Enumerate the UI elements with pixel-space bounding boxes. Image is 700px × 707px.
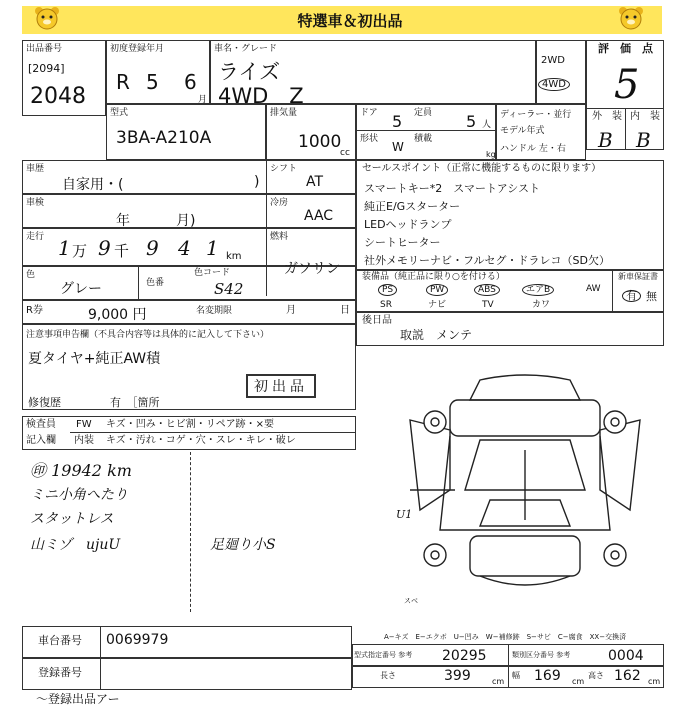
car-name: ライズ <box>218 60 281 84</box>
sales-point: スマートキー*2 スマートアシスト <box>364 182 540 195</box>
car-damage-diagram <box>380 360 670 620</box>
capacity-label: 定員 <box>414 108 433 118</box>
sales-point: 純正E/Gスターター <box>364 200 461 213</box>
color: グレー <box>60 281 102 297</box>
mileage-man: 万 <box>72 242 88 260</box>
notes-label: 注意事項申告欄（不具合内容等は具体的に記入して下さい） <box>26 330 270 340</box>
handwritten-mileage: ㊞ 19942 km <box>30 461 132 480</box>
handle-label: ハンドル 左・右 <box>500 144 566 154</box>
drive-4wd: 4WD <box>538 78 570 91</box>
handwritten-note: ミニ小角へたり <box>30 487 128 503</box>
damage-legend: A−キズ E−エクボ U−凹み W−補修跡 S−サビ C−腐食 XX−交換済 <box>384 633 627 641</box>
height-unit: cm <box>648 677 661 686</box>
load-unit: kg <box>486 150 496 159</box>
equip-navi: ナビ <box>428 300 447 310</box>
exterior-score: B <box>598 128 613 152</box>
handwritten-note: 山ミゾ ujuU <box>30 537 121 553</box>
height-label: 高さ <box>588 671 604 680</box>
after-text: 取説 メンテ <box>400 328 473 342</box>
sales-point: LEDヘッドランプ <box>364 218 452 231</box>
displacement: 1000 <box>298 132 342 152</box>
history-close: ) <box>254 174 260 190</box>
lot-number: 2048 <box>30 84 86 109</box>
inspection-label: 車検 <box>26 198 45 208</box>
checks-inner: 内装 <box>74 435 94 446</box>
width-label: 幅 <box>512 671 520 680</box>
mileage-digit: 1 <box>206 236 219 260</box>
length-unit: cm <box>492 677 505 686</box>
mileage-sen: 千 <box>114 242 130 260</box>
handwritten-note: 足廻り小S <box>210 537 276 553</box>
chassis-number: 0069979 <box>106 632 169 648</box>
lot-sub: [2094] <box>28 62 65 75</box>
warranty-label: 新車保証書 <box>618 272 658 281</box>
after-label: 後日品 <box>362 315 392 326</box>
color-code-label: 色コード <box>194 268 231 278</box>
overall-score: 5 <box>614 62 640 108</box>
checks-label-1: 検査員 <box>26 419 56 430</box>
r-ticket-box <box>22 300 356 324</box>
model-year-label: モデル年式 <box>500 126 545 136</box>
equip-airbag: エアB <box>522 284 554 296</box>
load-label: 積載 <box>414 134 433 144</box>
bear-mascot-right-icon <box>618 6 644 30</box>
displacement-unit: cc <box>340 148 350 158</box>
designation-number: 20295 <box>442 648 487 664</box>
exterior-label: 外 装 <box>592 111 622 122</box>
checks-label-2: 記入欄 <box>26 435 56 446</box>
reg-month: 6 <box>184 70 197 94</box>
equip-abs: ABS <box>474 284 500 296</box>
equip-leather: カワ <box>532 300 551 310</box>
reg-number-label: 登録番号 <box>38 666 82 679</box>
checks-row-2: キズ・汚れ・コゲ・穴・スレ・キレ・破レ <box>106 435 296 446</box>
checks-fw: FW <box>76 419 92 430</box>
fuel-label: 燃料 <box>270 232 289 242</box>
sales-label: セールスポイント（正常に機能するものに限ります） <box>362 163 602 174</box>
repair-label: 修復歴 <box>28 396 61 409</box>
inspection-year: 年 <box>116 213 130 229</box>
bear-mascot-left-icon <box>34 6 60 30</box>
capacity: 5 <box>466 112 477 131</box>
class-label: 類別区分番号 参考 <box>512 651 571 659</box>
color-code: S42 <box>214 280 244 298</box>
reg-date-label: 初度登録年月 <box>110 44 165 54</box>
height: 162 <box>614 668 641 684</box>
warranty-yes: 有 <box>622 290 641 302</box>
footer-cut-text: ～登録出品アー <box>36 692 120 706</box>
sales-point: シートヒーター <box>364 236 441 249</box>
mileage-digit: 4 <box>178 236 191 260</box>
notes-text: 夏タイヤ+純正AW積 <box>28 351 161 367</box>
sales-point: 社外メモリーナビ・フルセグ・ドラレコ（SD欠） <box>364 254 611 267</box>
checks-row-1: キズ・凹み・ヒビ割・リペア跡・×要 <box>106 419 274 430</box>
equip-label: 装備品（純正品に限り○を付ける） <box>362 272 505 282</box>
model-code: 3BA-A210A <box>116 128 212 148</box>
length: 399 <box>444 668 471 684</box>
ac: AAC <box>304 208 334 224</box>
diagram-sube: スベ <box>404 597 418 605</box>
repair-value: 有 ［箇所 <box>110 396 160 409</box>
length-label: 長さ <box>380 671 396 680</box>
car-name-label: 車名・グレード <box>214 44 278 54</box>
equip-sr: SR <box>380 300 392 310</box>
r-ticket: 9,000 円 <box>88 307 147 323</box>
inspection-month: 月) <box>176 213 196 229</box>
mileage-unit: km <box>226 251 242 262</box>
shape-label: 形状 <box>360 134 379 144</box>
era: R <box>116 70 130 94</box>
score-label: 評 価 点 <box>598 42 653 55</box>
name-change-day: 日 <box>340 305 350 316</box>
history-label: 車歴 <box>26 164 45 174</box>
equip-tv: TV <box>482 300 494 310</box>
lot-label: 出品番号 <box>26 44 63 54</box>
damage-mark-u1: U1 <box>396 508 413 521</box>
mileage-digit: 9 <box>146 236 159 260</box>
displacement-label: 排気量 <box>270 108 298 118</box>
capacity-unit: 人 <box>482 120 492 130</box>
mileage-label: 走行 <box>26 232 45 242</box>
color-label: 色 <box>26 270 36 280</box>
history-value: 自家用・( <box>62 177 124 193</box>
mileage-digit: 1 <box>58 236 71 260</box>
equip-aw: AW <box>586 284 601 294</box>
interior-label: 内 装 <box>630 111 660 122</box>
width: 169 <box>534 668 561 684</box>
shift: AT <box>306 174 324 190</box>
designation-label: 型式指定番号 参考 <box>354 651 413 659</box>
shape: W <box>392 140 404 154</box>
dealer-label: ディーラー・並行 <box>500 110 572 120</box>
fuel: ガソリン <box>284 261 340 277</box>
interior-score: B <box>636 128 651 152</box>
equip-pw: PW <box>426 284 448 296</box>
class-number: 0004 <box>608 648 644 664</box>
model-label: 型式 <box>110 108 129 118</box>
handwritten-note: スタットレス <box>30 511 114 527</box>
warranty-no: 無 <box>646 290 657 303</box>
mileage-digit: 9 <box>98 236 111 260</box>
first-listing-stamp: 初出品 <box>246 374 316 398</box>
grade: 4WD Z <box>218 84 304 108</box>
name-change-label: 名変期限 <box>196 306 233 316</box>
ac-label: 冷房 <box>270 198 289 208</box>
door-label: ドア <box>360 108 378 118</box>
drive-2wd: 2WD <box>541 55 565 66</box>
equip-ps: PS <box>378 284 397 296</box>
reg-year: 5 <box>146 70 159 94</box>
chassis-label: 車台番号 <box>38 634 82 647</box>
shift-label: シフト <box>270 164 298 174</box>
r-ticket-label: R券 <box>26 305 43 316</box>
name-change-month: 月 <box>286 305 296 316</box>
reg-month-unit: 月 <box>198 95 208 105</box>
drive-box <box>536 40 586 104</box>
doors: 5 <box>392 112 403 131</box>
header-title: 特選車＆初出品 <box>297 12 403 30</box>
width-unit: cm <box>572 677 585 686</box>
color-no-label: 色番 <box>146 278 165 288</box>
